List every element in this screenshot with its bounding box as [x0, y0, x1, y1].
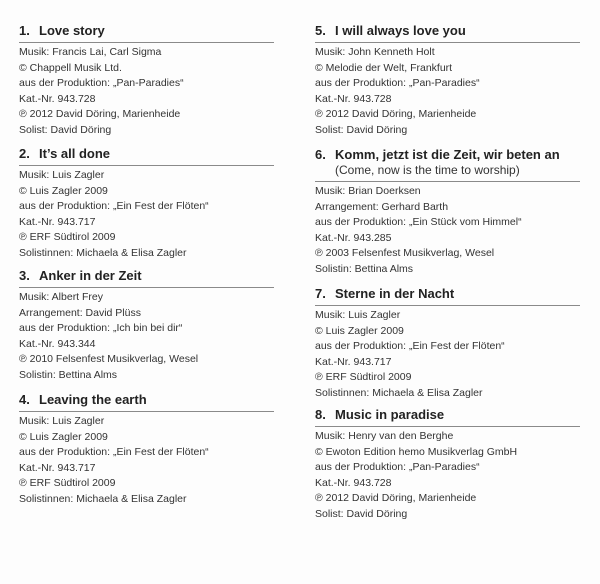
credit-line: ℗ 2010 Felsenfest Musikverlag, Wesel	[19, 353, 199, 365]
heading-rule	[19, 287, 274, 288]
track-heading	[315, 23, 580, 39]
credit-line: Kat.-Nr. 943.728	[315, 476, 392, 489]
track-heading	[315, 407, 580, 423]
track-heading	[315, 147, 580, 163]
track-title: Leaving the earth	[39, 392, 147, 407]
heading-rule	[19, 165, 274, 166]
track-title: Love story	[39, 23, 105, 38]
track-2	[19, 146, 274, 261]
track-title: Music in paradise	[335, 407, 445, 422]
credit-line: aus der Produktion: „Ich bin bei dir“	[19, 322, 183, 334]
track-3	[19, 268, 274, 383]
credit-line: Solistinnen: Michaela & Elisa Zagler	[19, 246, 187, 259]
credit-line: ℗ 2003 Felsenfest Musikverlag, Wesel	[315, 247, 495, 259]
credit-line: Solistinnen: Michaela & Elisa Zagler	[19, 492, 187, 505]
credit-line: Solist: David Döring	[315, 507, 408, 520]
heading-rule	[315, 426, 580, 427]
credit-line: Musik: Albert Frey	[19, 291, 104, 303]
credit-line: aus der Produktion: „Ein Fest der Flöten“	[19, 200, 209, 212]
credit-line: Kat.-Nr. 943.728	[315, 92, 392, 105]
track-title: It’s all done	[39, 146, 111, 161]
credit-line: © Ewoton Edition hemo Musikverlag GmbH	[315, 445, 518, 458]
credit-line: Solistin: Bettina Alms	[315, 262, 414, 275]
credit-line: © Luis Zagler 2009	[19, 184, 108, 197]
track-number: 1.	[19, 23, 30, 38]
credit-line: Musik: Luis Zagler	[315, 309, 401, 321]
track-heading	[19, 146, 274, 162]
credit-line: Musik: Luis Zagler	[19, 415, 105, 427]
credit-line: © Chappell Musik Ltd.	[19, 61, 122, 74]
credit-line: ℗ ERF Südtirol 2009	[19, 477, 116, 489]
credit-line: aus der Produktion: „Ein Stück vom Himmel“	[315, 216, 522, 228]
credit-line: aus der Produktion: „Ein Fest der Flöten“	[19, 446, 209, 458]
credit-line: Solist: David Döring	[315, 123, 408, 136]
track-6	[315, 147, 580, 277]
track-title: Komm, jetzt ist die Zeit, wir beten an	[335, 147, 560, 162]
track-heading	[315, 286, 580, 302]
credit-line: aus der Produktion: „Pan-Paradies“	[315, 461, 480, 473]
credit-line: © Melodie der Welt, Frankfurt	[315, 61, 453, 74]
credit-line: Arrangement: David Plüss	[19, 306, 141, 319]
track-subtitle: (Come, now is the time to worship)	[335, 163, 520, 177]
credit-line: ℗ 2012 David Döring, Marienheide	[315, 492, 477, 504]
credit-line: Solist: David Döring	[19, 123, 112, 136]
credit-line: ℗ ERF Südtirol 2009	[19, 231, 116, 243]
credit-line: Kat.-Nr. 943.344	[19, 337, 96, 350]
credit-line: Solistinnen: Michaela & Elisa Zagler	[315, 386, 483, 399]
track-number: 8.	[315, 407, 326, 422]
credit-line: ℗ ERF Südtirol 2009	[315, 371, 412, 383]
credit-line: Musik: Brian Doerksen	[315, 185, 421, 197]
credit-line: Arrangement: Gerhard Barth	[315, 200, 449, 213]
track-1	[19, 23, 274, 138]
credit-line: ℗ 2012 David Döring, Marienheide	[19, 108, 181, 120]
credit-line: ℗ 2012 David Döring, Marienheide	[315, 108, 477, 120]
heading-rule	[315, 181, 580, 182]
track-number: 2.	[19, 146, 30, 161]
track-heading	[19, 23, 274, 39]
track-number: 4.	[19, 392, 30, 407]
track-heading	[19, 392, 274, 408]
track-title: I will always love you	[335, 23, 466, 38]
credit-line: Musik: John Kenneth Holt	[315, 46, 435, 58]
track-4	[19, 392, 274, 507]
credit-line: aus der Produktion: „Ein Fest der Flöten“	[315, 340, 505, 352]
credit-line: © Luis Zagler 2009	[315, 324, 404, 337]
track-number: 7.	[315, 286, 326, 301]
credit-line: Kat.-Nr. 943.717	[19, 215, 96, 228]
heading-rule	[19, 411, 274, 412]
credit-line: Musik: Henry van den Berghe	[315, 430, 454, 442]
credit-line: © Luis Zagler 2009	[19, 430, 108, 443]
track-number: 6.	[315, 147, 326, 162]
credit-line: Kat.-Nr. 943.717	[315, 355, 392, 368]
heading-rule	[315, 305, 580, 306]
credit-line: Musik: Francis Lai, Carl Sigma	[19, 46, 162, 58]
credit-line: Kat.-Nr. 943.285	[315, 231, 392, 244]
track-8	[315, 407, 580, 522]
credit-line: Kat.-Nr. 943.728	[19, 92, 96, 105]
track-5	[315, 23, 580, 138]
track-number: 3.	[19, 268, 30, 283]
heading-rule	[315, 42, 580, 43]
credit-line: aus der Produktion: „Pan-Paradies“	[315, 77, 480, 89]
credit-line: Solistin: Bettina Alms	[19, 368, 118, 381]
track-7	[315, 286, 580, 401]
track-number: 5.	[315, 23, 326, 38]
credit-line: Musik: Luis Zagler	[19, 169, 105, 181]
track-title: Sterne in der Nacht	[335, 286, 455, 301]
track-title: Anker in der Zeit	[39, 268, 142, 283]
credit-line: Kat.-Nr. 943.717	[19, 461, 96, 474]
credit-line: aus der Produktion: „Pan-Paradies“	[19, 77, 184, 89]
track-heading	[19, 268, 274, 284]
heading-rule	[19, 42, 274, 43]
